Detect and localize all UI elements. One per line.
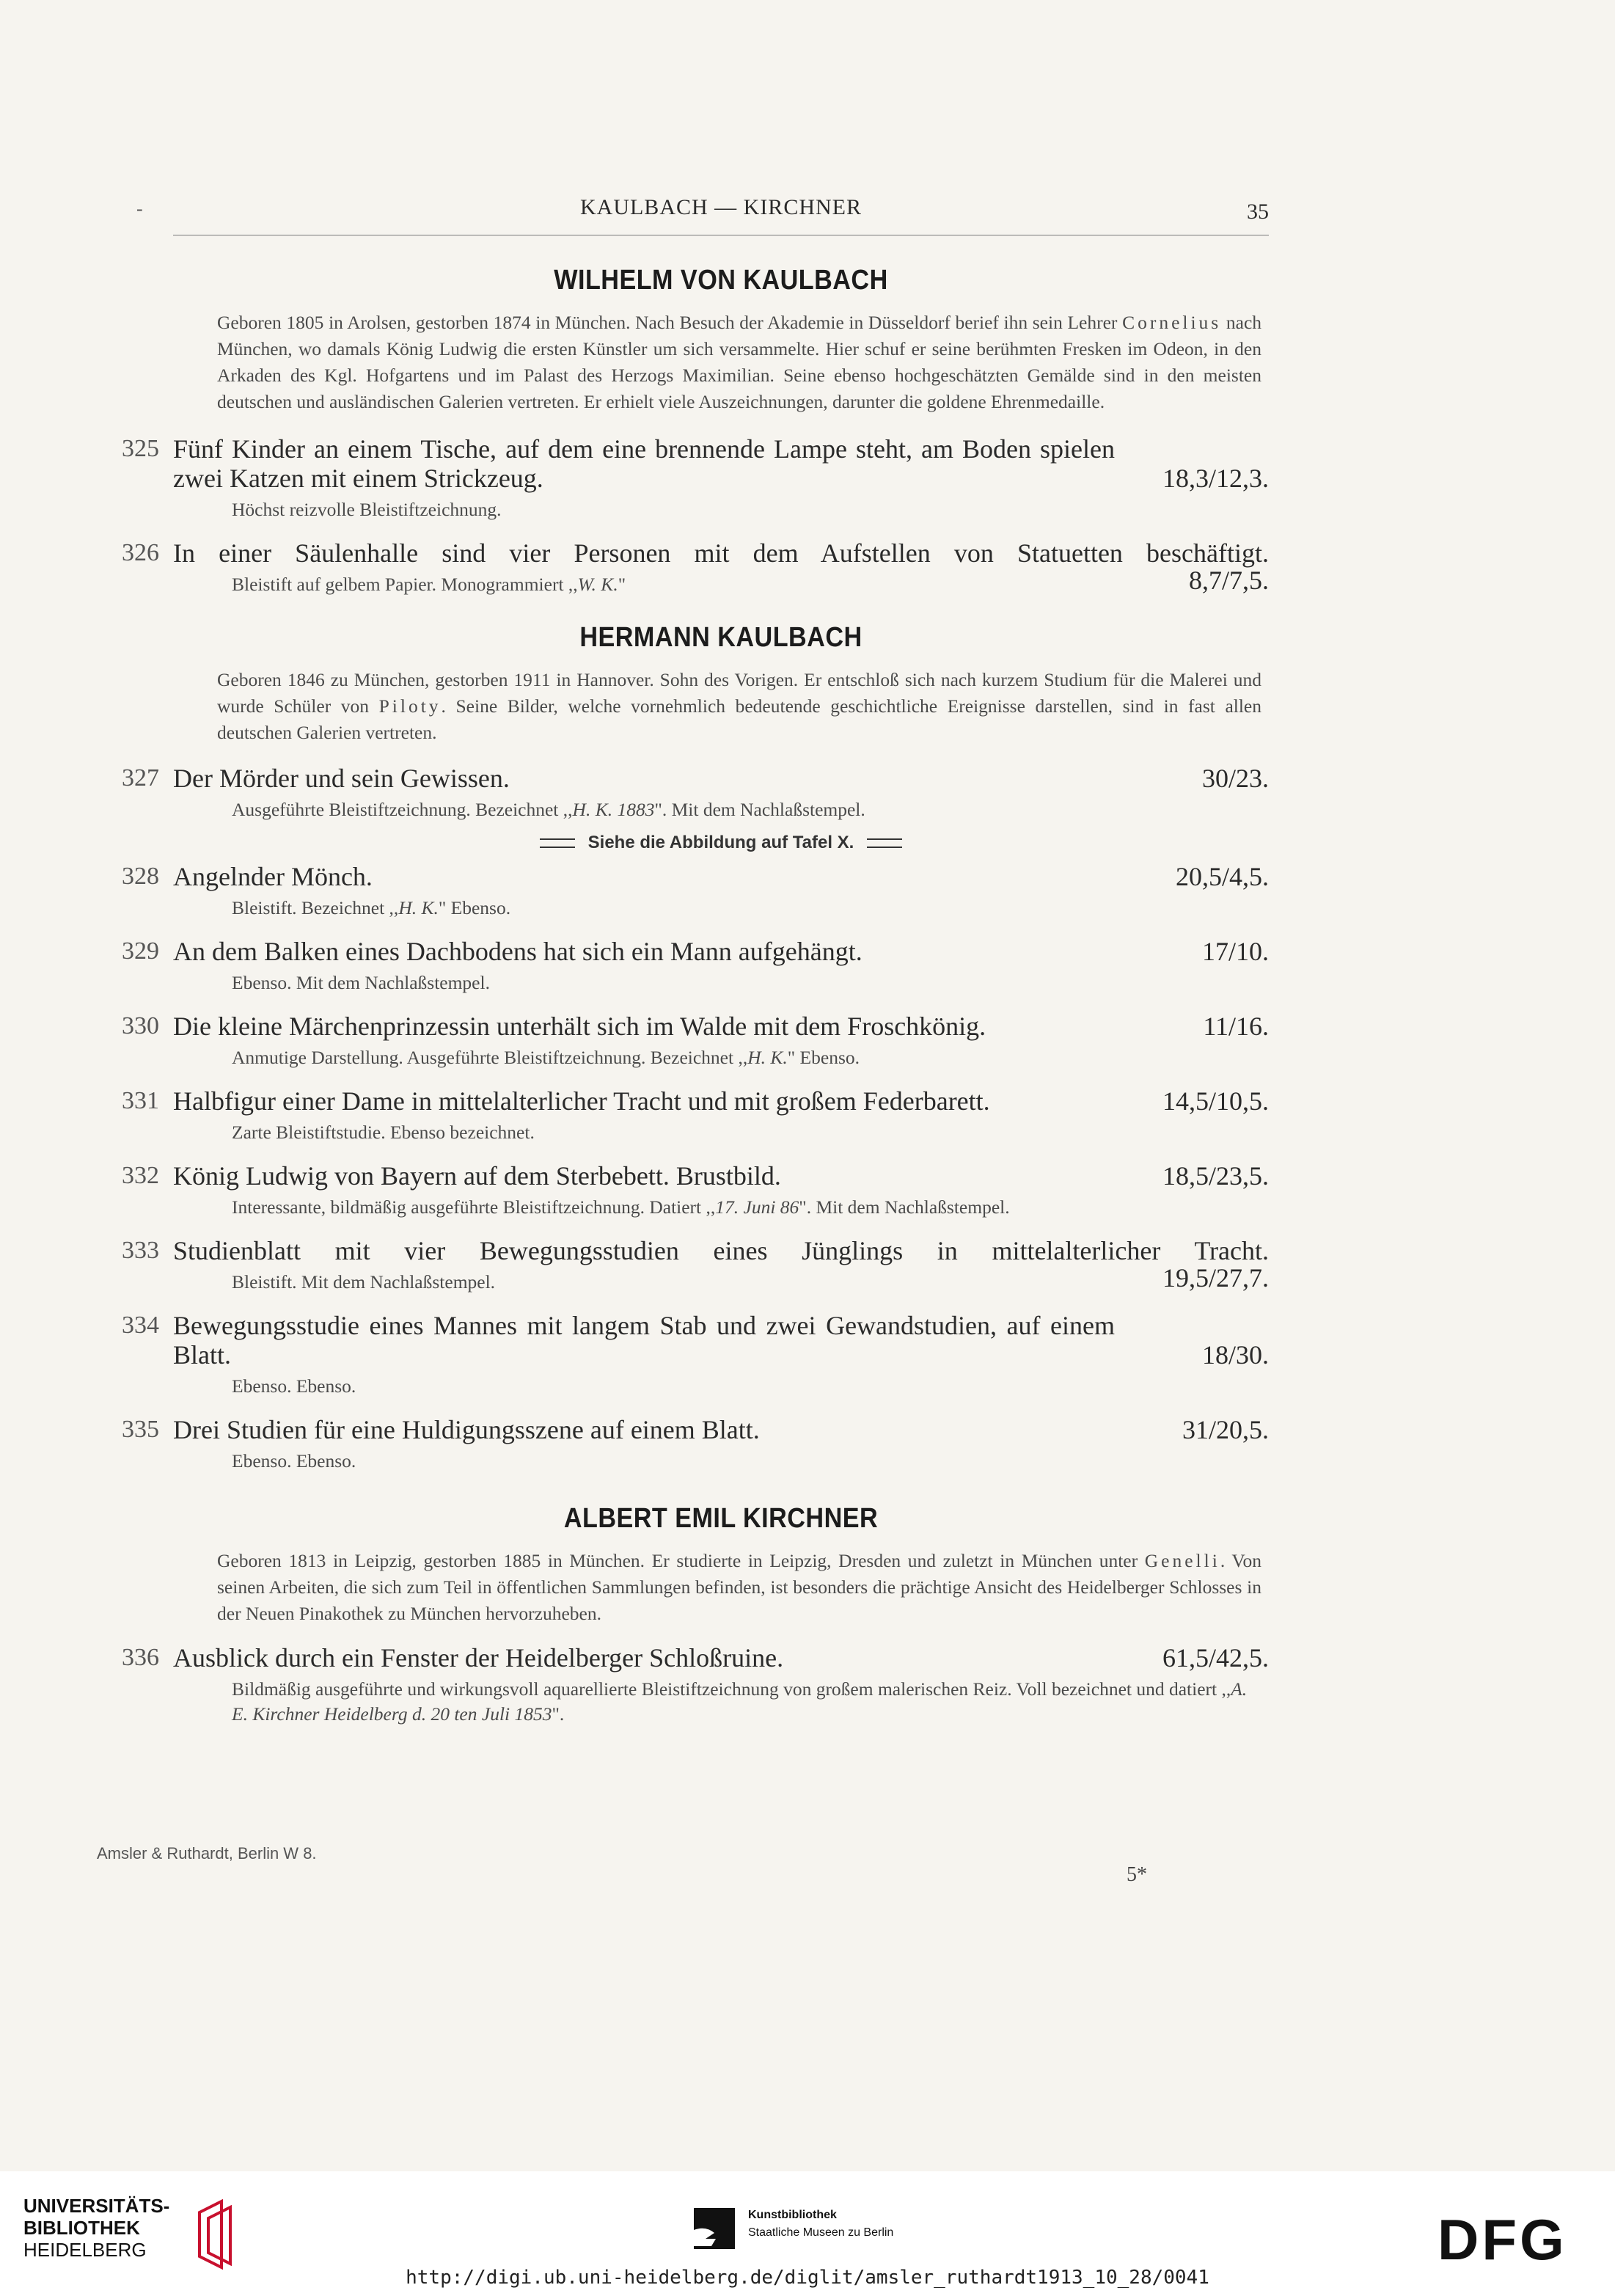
university-library-name xyxy=(23,2195,169,2261)
lot-title: Die kleine Märchenprinzessin unterhält sich im Walde mit dem Froschkönig. xyxy=(173,1012,986,1041)
artist-bio-kirchner xyxy=(173,1548,1269,1627)
lot-description xyxy=(173,1374,1269,1399)
desc-text: Höchst reizvolle Bleistiftzeichnung. xyxy=(232,499,502,520)
lot-329 xyxy=(122,937,1269,995)
lot-title: An dem Balken eines Dachbodens hat sich ein Mann aufgehängt. xyxy=(173,937,863,966)
lot-title: Angelnder Mönch. xyxy=(173,862,373,891)
desc-plain: " Ebenso. xyxy=(787,1047,860,1068)
bio-spaced-name: Piloty xyxy=(378,695,442,717)
lot-title: Ausblick durch ein Fenster der Heidelberger Schloßruine. xyxy=(173,1643,784,1672)
desc-plain: " xyxy=(618,574,626,595)
university-library-logo[interactable] xyxy=(23,2195,243,2275)
lot-line xyxy=(122,1236,1269,1265)
lot-dimensions: 11/16. xyxy=(1203,1012,1269,1041)
bio-text: Geboren 1805 in Arolsen, gestorben 1874 in München. Nach Besuch der Akademie in Düsseldorf berief ihn sein Lehrer xyxy=(217,312,1123,333)
desc-italic: H. K. xyxy=(747,1047,788,1068)
lot-331 xyxy=(122,1086,1269,1145)
desc-text: Ebenso. Mit dem Nachlaßstempel. xyxy=(232,972,490,993)
desc-plain: Bleistift auf gelbem Papier. Monogrammiert ,, xyxy=(232,574,578,595)
lot-number: 336 xyxy=(122,1644,159,1671)
lot-description xyxy=(173,1195,1269,1220)
desc-text xyxy=(232,1045,1269,1070)
dfg-logo[interactable]: DFG xyxy=(1438,2207,1567,2272)
lot-number: 335 xyxy=(122,1416,159,1443)
artist-heading-wilhelm: WILHELM VON KAULBACH xyxy=(554,265,888,296)
desc-italic: H. K. 1883 xyxy=(572,799,655,820)
lot-description xyxy=(173,1045,1269,1070)
bio-text: Geboren 1813 in Leipzig, gestorben 1885 in München. Er studierte in Leipzig, Dresden und zuletzt in München unter xyxy=(217,1550,1145,1571)
bio-text: . Seine Bilder, welche vornehmlich bedeutende geschichtliche Ereignisse darstellen, sind in fast allen deutschen Galerien vertreten. xyxy=(217,695,1261,743)
lot-description xyxy=(173,797,1269,822)
lot-325 xyxy=(122,434,1269,522)
plate-reference-text: Siehe die Abbildung auf Tafel X. xyxy=(587,833,854,852)
lot-number: 333 xyxy=(122,1237,159,1264)
permalink-url[interactable]: http://digi.ub.uni-heidelberg.de/diglit/amsler_ruthardt1913_10_28/0041 xyxy=(406,2267,1209,2289)
desc-text: Ebenso. Ebenso. xyxy=(232,1450,356,1471)
kb-line: Kunstbibliothek xyxy=(748,2209,837,2221)
lot-number: 331 xyxy=(122,1087,159,1114)
plate-reference xyxy=(173,833,1269,853)
lot-326 xyxy=(122,538,1269,597)
page-number: 35 xyxy=(1247,200,1269,224)
lot-number: 329 xyxy=(122,937,159,965)
uni-line: UNIVERSITÄTS- xyxy=(23,2195,170,2217)
lot-dimensions: 8,7/7,5. xyxy=(1188,566,1269,595)
lot-line xyxy=(122,434,1269,493)
lot-number: 325 xyxy=(122,435,159,462)
desc-italic: A. E. Kirchner Heidelberg d. 20 ten Juli 1853 xyxy=(232,1678,1248,1725)
lot-line xyxy=(122,538,1269,568)
desc-text xyxy=(232,1677,1269,1727)
artist-bio-hermann xyxy=(173,667,1269,746)
kb-line: Staatliche Museen zu Berlin xyxy=(748,2226,894,2239)
lot-title: In einer Säulenhalle sind vier Personen mit dem Aufstellen von Statuetten beschäftigt. xyxy=(173,538,1269,568)
desc-plain: ". Mit dem Nachlaßstempel. xyxy=(654,799,865,820)
lot-336 xyxy=(122,1643,1269,1727)
lot-description xyxy=(173,1449,1269,1474)
bio-text: Geboren 1846 zu München, gestorben 1911 in Hannover. Sohn des Vorigen. Er entschloß sich nach kurzem Studium für die Malerei und wurde Schüler von xyxy=(217,669,1261,717)
artist-bio-wilhelm xyxy=(173,310,1269,415)
desc-plain: Ausgeführte Bleistiftzeichnung. Bezeichnet ,, xyxy=(232,799,573,820)
lot-line xyxy=(122,862,1269,891)
lot-number: 326 xyxy=(122,539,159,566)
desc-text: Ebenso. Ebenso. xyxy=(232,1375,356,1397)
artist-heading-hermann: HERMANN KAULBACH xyxy=(579,622,863,653)
lot-number: 332 xyxy=(122,1162,159,1189)
running-head-title: KAULBACH — KIRCHNER xyxy=(579,195,862,219)
lot-title: König Ludwig von Bayern auf dem Sterbebett. Brustbild. xyxy=(173,1161,781,1191)
digitization-footer xyxy=(0,2171,1615,2296)
lot-line xyxy=(122,1086,1269,1116)
desc-text: Bleistift. Mit dem Nachlaßstempel. xyxy=(232,1271,496,1293)
lot-description xyxy=(173,1677,1269,1727)
bio-spaced-name: Genelli xyxy=(1144,1550,1220,1571)
lot-number: 327 xyxy=(122,764,159,791)
running-head-dash: - xyxy=(136,198,143,219)
lot-333 xyxy=(122,1236,1269,1295)
lot-title: Fünf Kinder an einem Tische, auf dem eine brennende Lampe steht, am Boden spielen zwei Katzen mit einem Strickzeug. xyxy=(173,434,1115,493)
lot-line xyxy=(122,1643,1269,1672)
lot-description xyxy=(173,566,1269,597)
lot-description xyxy=(173,1263,1269,1295)
lot-dimensions: 18,3/12,3. xyxy=(1162,464,1269,493)
lot-dimensions: 30/23. xyxy=(1201,764,1269,793)
artist-heading-kirchner: ALBERT EMIL KIRCHNER xyxy=(563,1503,879,1534)
lot-description xyxy=(173,1120,1269,1145)
lot-330 xyxy=(122,1012,1269,1070)
lot-title: Drei Studien für eine Huldigungsszene auf einem Blatt. xyxy=(173,1415,760,1444)
lot-number: 330 xyxy=(122,1012,159,1039)
lot-line xyxy=(122,1415,1269,1444)
desc-plain: ". xyxy=(552,1703,565,1725)
lot-328 xyxy=(122,862,1269,921)
lot-line xyxy=(122,1311,1269,1370)
eagle-icon xyxy=(689,2205,738,2252)
lot-dimensions: 14,5/10,5. xyxy=(1162,1086,1269,1116)
page-content xyxy=(122,183,1269,1727)
kunstbibliothek-logo[interactable] xyxy=(689,2204,997,2255)
lot-number: 334 xyxy=(122,1312,159,1339)
lot-line xyxy=(122,764,1269,793)
uni-line: HEIDELBERG xyxy=(23,2239,147,2261)
bio-spaced-name: Cornelius xyxy=(1122,312,1222,333)
lot-description xyxy=(173,896,1269,921)
lot-dimensions: 18/30. xyxy=(1201,1340,1269,1370)
desc-plain: Anmutige Darstellung. Ausgeführte Bleistiftzeichnung. Bezeichnet ,, xyxy=(232,1047,748,1068)
lot-dimensions: 18,5/23,5. xyxy=(1162,1161,1269,1191)
desc-plain: Bleistift. Bezeichnet ,, xyxy=(232,897,399,918)
desc-text: Zarte Bleistiftstudie. Ebenso bezeichnet. xyxy=(232,1122,535,1143)
lot-description xyxy=(173,970,1269,995)
lot-line xyxy=(122,1161,1269,1191)
lot-title: Der Mörder und sein Gewissen. xyxy=(173,764,510,793)
lot-title: Bewegungsstudie eines Mannes mit langem Stab und zwei Gewandstudien, auf einem Blatt. xyxy=(173,1311,1115,1370)
signature-mark: 5* xyxy=(1127,1863,1147,1886)
lot-dimensions: 61,5/42,5. xyxy=(1162,1643,1269,1672)
running-head xyxy=(136,183,1269,235)
desc-italic: 17. Juni 86 xyxy=(715,1196,799,1218)
lot-title: Studienblatt mit vier Bewegungsstudien eines Jünglings in mittelalterlicher Tracht. xyxy=(173,1236,1269,1265)
lot-332 xyxy=(122,1161,1269,1220)
desc-plain: ". Mit dem Nachlaßstempel. xyxy=(799,1196,1010,1218)
double-rule-icon xyxy=(867,838,902,848)
lot-dimensions: 20,5/4,5. xyxy=(1175,862,1269,891)
kunstbibliothek-name xyxy=(748,2207,893,2242)
lot-number: 328 xyxy=(122,863,159,890)
lot-334 xyxy=(122,1311,1269,1399)
double-rule-icon xyxy=(540,838,575,848)
desc-italic: H. K. xyxy=(398,897,439,918)
lot-327 xyxy=(122,764,1269,822)
bio-text: nach München, wo damals König Ludwig die ersten Künstler um sich versammelte. Hier schuf er seine berühmten Fresken im Odeon, in den Arkaden des Kgl. Hofgartens und im Palast des Herzogs Maximilian. Seine ebenso hochgeschätzten Gemälde sind in den meisten deutschen und ausländischen Galerien vertreten. Er erhielt viele Auszeichnungen, darunter die goldene Ehrenmedaille. xyxy=(217,312,1262,412)
bio-text: . Von seinen Arbeiten, die sich zum Teil in öffentlichen Sammlungen befinden, ist besonders die prächtige Ansicht des Heidelberger Schlosses in der Neuen Pinakothek zu München hervorzuheben. xyxy=(217,1550,1261,1624)
uni-line: BIBLIOTHEK xyxy=(23,2217,140,2239)
desc-italic: W. K. xyxy=(577,574,618,595)
lot-dimensions: 19,5/27,7. xyxy=(1162,1263,1269,1293)
desc-plain: Interessante, bildmäßig ausgeführte Bleistiftzeichnung. Datiert ,, xyxy=(232,1196,716,1218)
desc-text xyxy=(232,896,1269,921)
lot-title: Halbfigur einer Dame in mittelalterlicher Tracht und mit großem Federbarett. xyxy=(173,1086,990,1116)
lot-description xyxy=(173,497,1269,522)
desc-text xyxy=(232,1195,1269,1220)
desc-text xyxy=(232,797,1269,822)
lot-dimensions: 17/10. xyxy=(1201,937,1269,966)
lot-line xyxy=(122,937,1269,966)
lot-line xyxy=(122,1012,1269,1041)
desc-plain: Bildmäßig ausgeführte und wirkungsvoll aquarellierte Bleistiftzeichnung von großem malerischen Reiz. Voll bezeichnet und datiert ,, xyxy=(232,1678,1231,1700)
university-seal-icon xyxy=(192,2198,243,2271)
lot-dimensions: 31/20,5. xyxy=(1182,1415,1269,1444)
publisher-imprint: Amsler & Ruthardt, Berlin W 8. xyxy=(97,1844,317,1862)
desc-plain: " Ebenso. xyxy=(438,897,511,918)
desc-text xyxy=(232,572,1269,597)
lot-335 xyxy=(122,1415,1269,1474)
